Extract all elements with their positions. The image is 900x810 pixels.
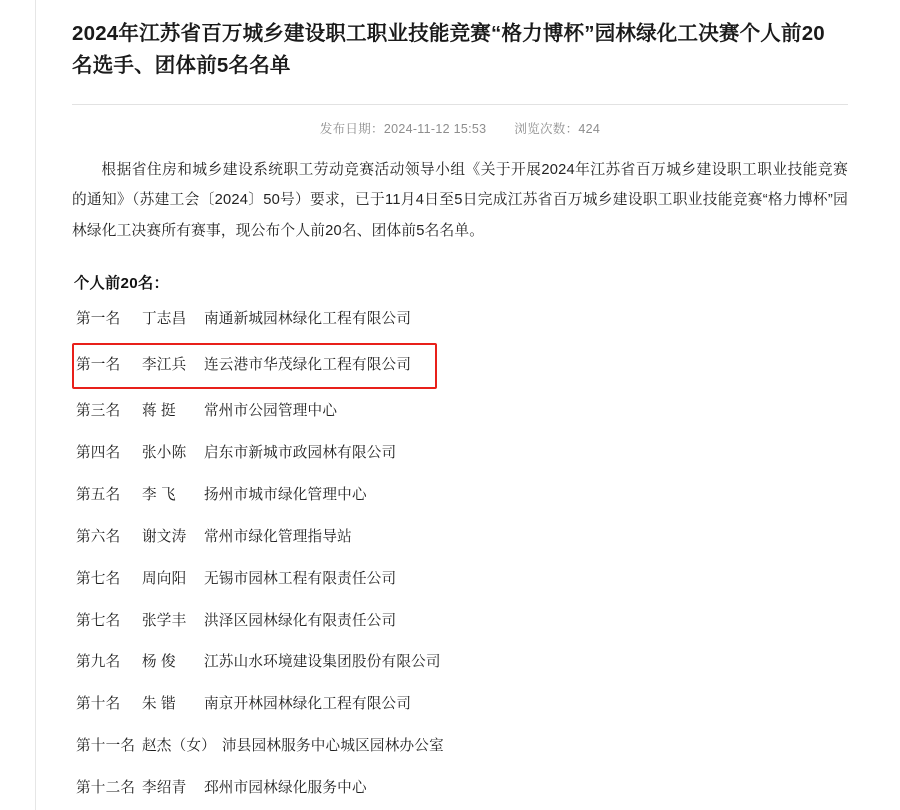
winner-name: 丁志昌 bbox=[142, 311, 187, 328]
list-item-highlighted-wrapper bbox=[72, 341, 848, 391]
winner-org: 邳州市园林绿化服务中心 bbox=[204, 780, 367, 797]
publish-date-label: 发布日期： bbox=[319, 121, 384, 136]
views-value: 424 bbox=[578, 121, 601, 136]
rank-label: 第四名 bbox=[76, 444, 121, 461]
list-item bbox=[72, 433, 848, 475]
winner-name: 李绍青 bbox=[142, 780, 187, 797]
list-item bbox=[72, 559, 848, 601]
winner-org: 常州市绿化管理指导站 bbox=[204, 528, 352, 545]
list-item bbox=[72, 517, 848, 559]
list-item bbox=[72, 391, 848, 433]
rank-label: 第三名 bbox=[76, 403, 121, 420]
winner-org: 无锡市园林工程有限责任公司 bbox=[204, 570, 397, 587]
list-item bbox=[72, 768, 848, 810]
page-left-rule bbox=[35, 0, 36, 810]
list-item bbox=[72, 601, 848, 643]
winner-name: 谢文涛 bbox=[142, 528, 187, 545]
winner-name: 张小陈 bbox=[142, 444, 187, 461]
rank-label: 第十名 bbox=[76, 696, 121, 713]
list-item bbox=[72, 475, 848, 517]
rank-label: 第九名 bbox=[76, 654, 121, 671]
winner-org: 沛县园林服务中心城区园林办公室 bbox=[221, 738, 444, 755]
winner-org: 扬州市城市绿化管理中心 bbox=[204, 486, 367, 503]
winner-name: 朱 锴 bbox=[142, 696, 176, 713]
rank-label: 第七名 bbox=[76, 570, 121, 587]
intro-paragraph: 根据省住房和城乡建设系统职工劳动竞赛活动领导小组《关于开展2024年江苏省百万城乡建设职工职业技能竞赛的通知》（苏建工会〔2024〕50号）要求，已于11月4日至5日完成江苏省百万城乡建设职工职业技能竞赛“格力博杯”园林绿化工决赛所有赛事，现公布个人前20名、团体前5名名单。 bbox=[72, 161, 848, 239]
winner-name: 李 飞 bbox=[142, 486, 176, 503]
publish-date-value: 2024-11-12 15:53 bbox=[383, 121, 487, 136]
winner-name: 赵杰（女） bbox=[142, 738, 216, 755]
winner-org: 连云港市华茂绿化工程有限公司 bbox=[204, 357, 412, 374]
section-heading-top20: 个人前20名： bbox=[74, 275, 169, 293]
page-title: 2024年江苏省百万城乡建设职工职业技能竞赛“格力博杯”园林绿化工决赛个人前20名选手、团体前5名名单 bbox=[72, 22, 825, 77]
list-item-highlighted bbox=[72, 343, 437, 389]
winner-name: 李江兵 bbox=[142, 357, 187, 374]
list-item bbox=[72, 684, 848, 726]
list-item bbox=[72, 726, 848, 768]
rank-label: 第一名 bbox=[76, 311, 121, 328]
rank-label: 第六名 bbox=[76, 528, 121, 545]
winner-name: 周向阳 bbox=[142, 570, 187, 587]
rank-label: 第一名 bbox=[76, 357, 121, 374]
rank-label: 第十一名 bbox=[76, 738, 136, 755]
winner-name: 蒋 挺 bbox=[142, 403, 176, 420]
winner-list bbox=[72, 299, 848, 810]
rank-label: 第七名 bbox=[76, 612, 121, 629]
rank-label: 第五名 bbox=[76, 486, 121, 503]
winner-org: 南京开林园林绿化工程有限公司 bbox=[204, 696, 412, 713]
winner-org: 江苏山水环境建设集团股份有限公司 bbox=[204, 654, 441, 671]
winner-name: 张学丰 bbox=[142, 612, 187, 629]
document-meta bbox=[72, 105, 848, 147]
views-label: 浏览次数： bbox=[514, 121, 579, 136]
list-item bbox=[72, 299, 848, 341]
list-item bbox=[72, 642, 848, 684]
winner-org: 常州市公园管理中心 bbox=[204, 403, 338, 420]
winner-org: 南通新城园林绿化工程有限公司 bbox=[204, 311, 412, 328]
winner-name: 杨 俊 bbox=[142, 654, 176, 671]
winner-org: 洪泽区园林绿化有限责任公司 bbox=[204, 612, 397, 629]
rank-label: 第十二名 bbox=[76, 780, 136, 797]
winner-org: 启东市新城市政园林有限公司 bbox=[204, 444, 397, 461]
